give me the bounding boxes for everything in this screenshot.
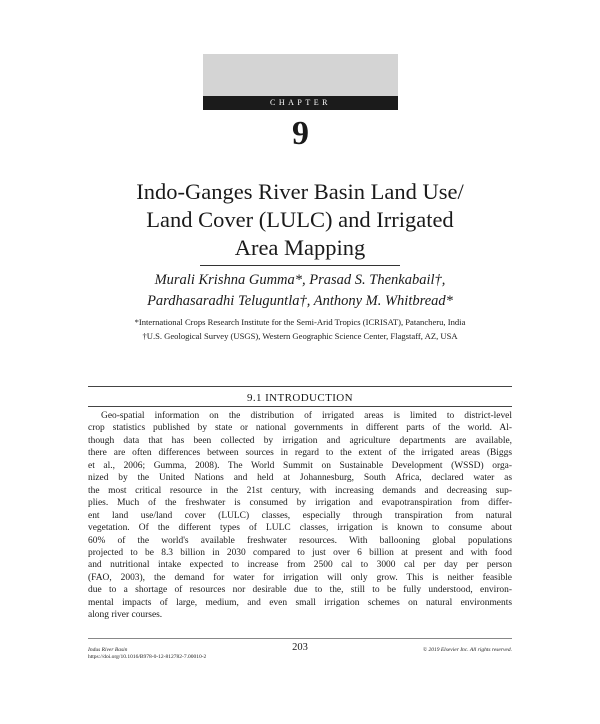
section-heading: 9.1 INTRODUCTION xyxy=(246,392,353,404)
paragraph-line: nized by the United Nations and held at Johannesburg, South Africa, declared water as xyxy=(88,473,512,484)
title-line: Land Cover (LULC) and Irrigated xyxy=(146,207,454,232)
paragraph-line: ent land use/land cover (LULC) classes, especially through transpiration from natural xyxy=(88,510,512,521)
paragraph-line: due to a shortage of resources nor desirable due to the, still to be fully understood, environ- xyxy=(88,585,512,596)
affiliation-icrisat: *International Crops Research Institute for the Semi-Arid Tropics (ICRISAT), Patancheru, India xyxy=(134,317,466,327)
paragraph-line: Geo-spatial information on the distribution of irrigated areas is limited to district-level xyxy=(101,411,512,421)
title-line: Area Mapping xyxy=(234,235,366,260)
paragraph-line: (FAO, 2003), the demand for water for irrigation will only grow. This is neither feasible xyxy=(88,572,512,583)
footer-copyright: © 2019 Elsevier Inc. All rights reserved. xyxy=(422,647,512,653)
affiliation-usgs: †U.S. Geological Survey (USGS), Western Geographic Science Center, Flagstaff, AZ, USA xyxy=(142,331,458,341)
author-line: Murali Krishna Gumma*, Prasad S. Thenkabail†, xyxy=(154,272,446,288)
title-line: Indo-Ganges River Basin Land Use/ xyxy=(136,179,464,204)
paragraph-line: vegetation. Of the different types of LULC classes, irrigation is known to consume about xyxy=(88,523,512,534)
chapter-number: 9 xyxy=(292,115,309,152)
footer-book-title: Indus River Basin xyxy=(88,647,128,653)
title-underline xyxy=(200,265,400,266)
paragraph-line: mental impacts of large, medium, and even small irrigation schemes on natural environments xyxy=(88,597,512,608)
introduction-paragraph xyxy=(88,410,512,622)
paragraph-line: 60% of the world's available freshwater resources. With ballooning global populations xyxy=(88,535,512,546)
author-line: Pardhasaradhi Teluguntla†, Anthony M. Whitbread* xyxy=(147,293,453,309)
paragraph-line: plies. Much of the freshwater is consumed by irrigation and evapotranspiration from differ- xyxy=(88,498,512,509)
paragraph-line: the most critical resource in the 21st century, with increasing demands and decreasing sup- xyxy=(88,485,512,496)
paragraph-line: though data that has been collected by irrigation and agriculture departments are available, xyxy=(88,435,512,446)
section-rule-bottom xyxy=(88,406,512,407)
paragraph-line: et al., 2006; Gumma, 2008). The World Summit on Sustainable Development (WSSD) orga- xyxy=(88,460,512,471)
chapter-title xyxy=(60,178,540,262)
paragraph-line: projected to be 8.3 billion in 2030 compared to just over 6 billion at present and with food xyxy=(88,547,512,558)
footer-doi-link[interactable]: https://doi.org/10.1016/B978-0-12-812782-7.00010-2 xyxy=(88,654,207,660)
paragraph-line: and nutritional intake expected to increase from 2500 cal to 3000 cal per day per person xyxy=(88,560,512,571)
chapter-label: CHAPTER xyxy=(203,96,398,110)
paragraph-line: there are often differences between sources in regard to the extent of the irrigated areas (Biggs xyxy=(88,448,512,459)
footer-divider xyxy=(88,638,512,639)
section-rule-top xyxy=(88,386,512,387)
paragraph-line: crop statistics published by state or national governments in different parts of the world. Al- xyxy=(88,423,512,434)
paragraph-line: along river courses. xyxy=(88,610,163,621)
page-number: 203 xyxy=(292,642,308,653)
author-list xyxy=(60,270,540,312)
